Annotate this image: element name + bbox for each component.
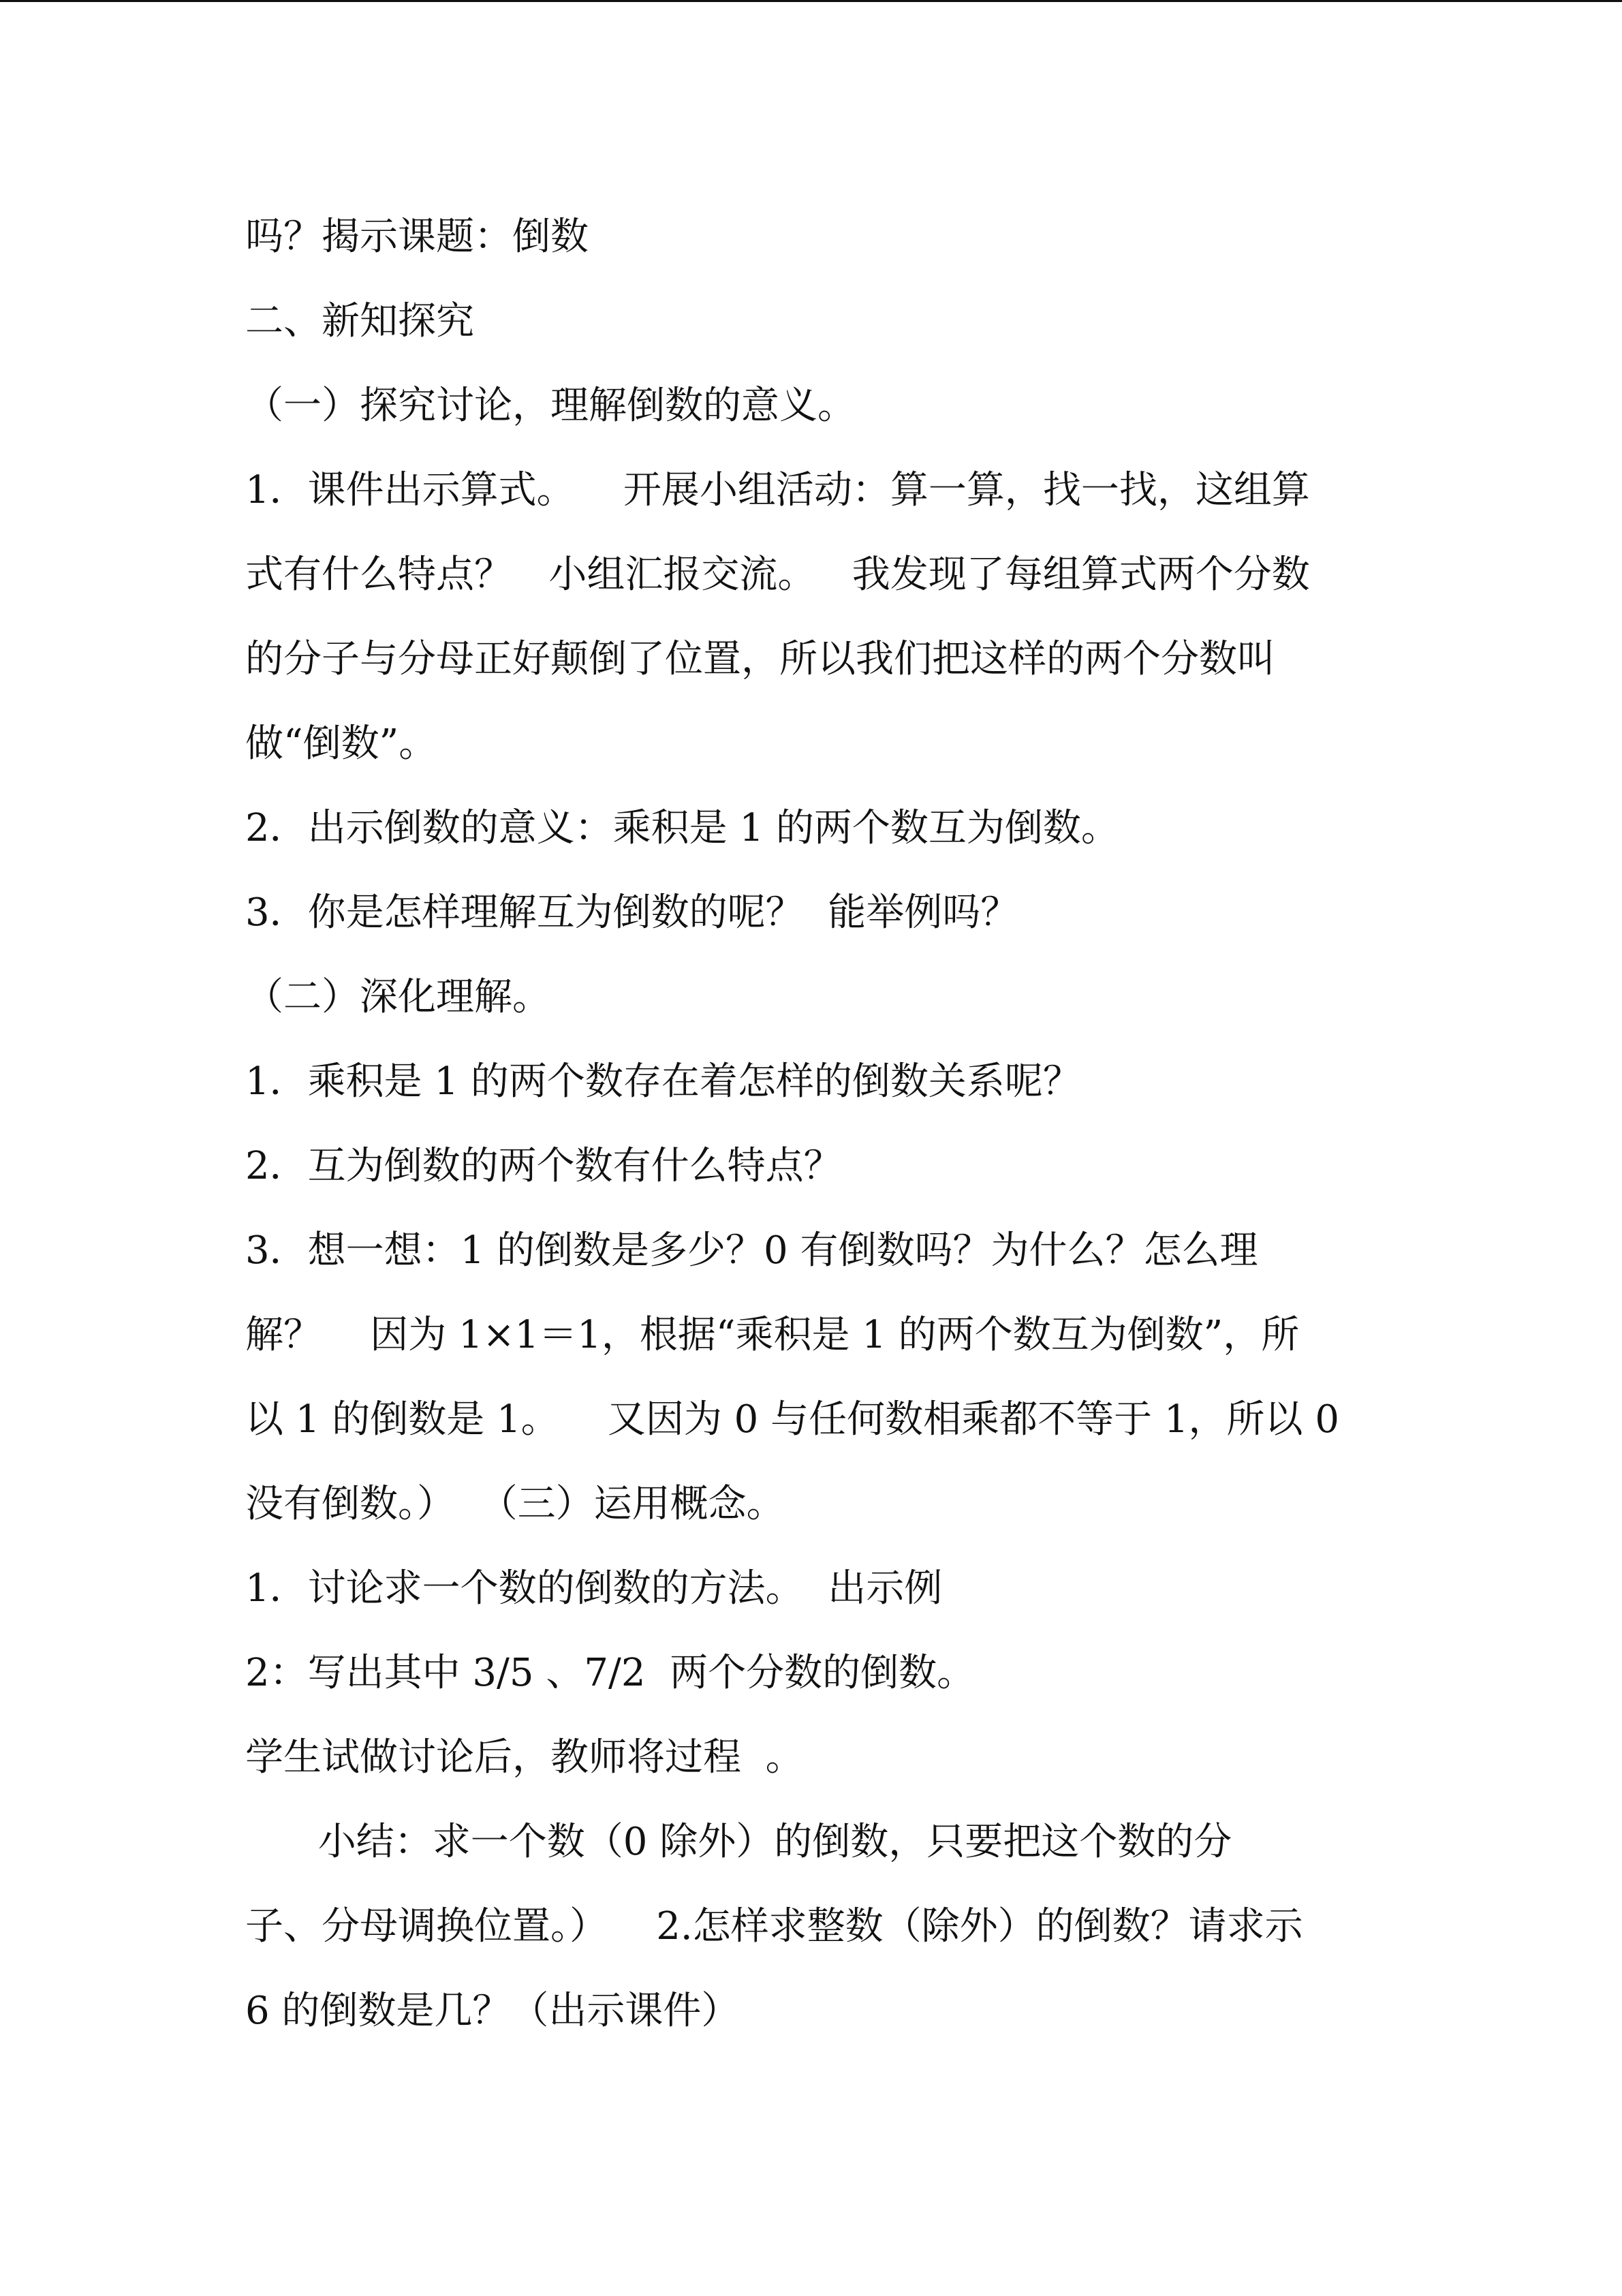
text-line-19: 学生试做讨论后，教师将过程 。 xyxy=(245,1735,804,1780)
text-line-8: 2．出示倒数的意义：乘积是 1 的两个数互为倒数。 xyxy=(245,806,1119,850)
text-line-22: 6 的倒数是几？（出示课件） xyxy=(245,1989,740,2033)
text-line-9: 3．你是怎样理解互为倒数的呢？ 能举例吗？ xyxy=(245,890,1019,935)
text-line-4: 1．课件出示算式。 开展小组活动：算一算，找一找，这组算 xyxy=(245,468,1310,512)
text-line-10: （二）深化理解。 xyxy=(245,975,550,1019)
text-line-11: 1．乘积是 1 的两个数存在着怎样的倒数关系呢？ xyxy=(245,1059,1081,1104)
text-line-18: 2：写出其中 3/5 、7/2 两个分数的倒数。 xyxy=(245,1651,976,1695)
text-line-13: 3．想一想：1 的倒数是多少？0 有倒数吗？为什么？怎么理 xyxy=(245,1228,1258,1273)
text-line-2: 二、新知探究 xyxy=(245,299,474,343)
text-line-5: 式有什么特点？ 小组汇报交流。 我发现了每组算式两个分数 xyxy=(245,553,1310,597)
text-line-1: 吗？揭示课题：倒数 xyxy=(245,215,589,259)
text-line-17: 1．讨论求一个数的倒数的方法。 出示例 xyxy=(245,1566,943,1611)
text-line-15: 以 1 的倒数是 1。 又因为 0 与任何数相乘都不等于 1，所以 0 xyxy=(245,1397,1339,1442)
text-line-3: （一）探究讨论，理解倒数的意义。 xyxy=(245,384,856,428)
text-line-6: 的分子与分母正好颠倒了位置，所以我们把这样的两个分数叫 xyxy=(245,637,1275,681)
text-line-16: 没有倒数。） （三）运用概念。 xyxy=(245,1482,785,1526)
text-line-12: 2．互为倒数的两个数有什么特点？ xyxy=(245,1144,842,1188)
text-line-14: 解？ 因为 1×1＝1，根据“乘积是 1 的两个数互为倒数”，所 xyxy=(245,1313,1300,1357)
text-line-20: 小结：求一个数（0 除外）的倒数，只要把这个数的分 xyxy=(245,1820,1232,1864)
text-line-21: 子、分母调换位置。） 2.怎样求整数（除外）的倒数？请求示 xyxy=(245,1904,1303,1949)
text-line-7: 做“倒数”。 xyxy=(245,722,437,766)
